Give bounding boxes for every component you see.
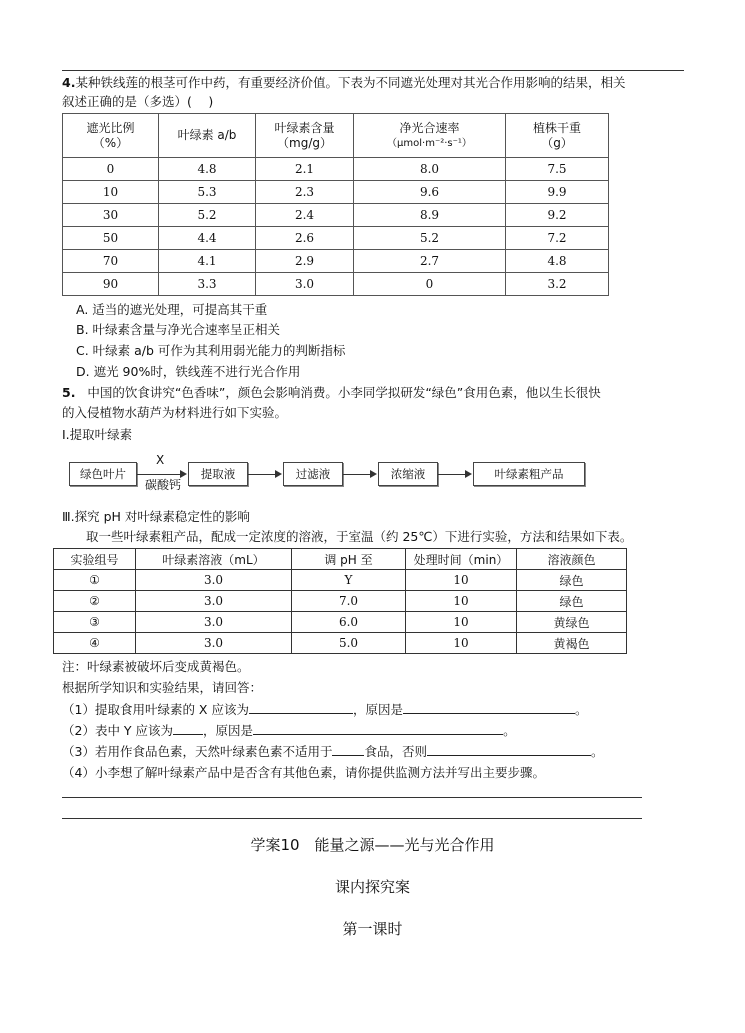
table-header-row [63,114,609,158]
blank-3b[interactable] [427,742,591,756]
flow-arrow [248,474,280,475]
answer-line[interactable] [62,818,642,819]
sub-question-2: （2）表中 Y 应该为 ，原因是 。 [62,723,516,738]
blank-3a[interactable] [332,742,364,756]
ph-table [53,548,627,654]
part-1-title: Ⅰ.提取叶绿素 [62,427,133,442]
question-5-stem-line2: 的入侵植物水葫芦为材料进行如下实验。 [62,405,288,420]
flow-step-concentrate: 浓缩液 [378,462,438,486]
option-c: C. 叶绿素 a/b 可作为其利用弱光能力的判断指标 [76,343,346,358]
note: 注：叶绿素被破坏后变成黄褐色。 [62,659,250,674]
header-cell: 遮光比例 （%） [63,114,159,158]
table-row: ② 3.0 7.0 10 绿色 [54,591,627,612]
table-row: ③ 3.0 6.0 10 黄绿色 [54,612,627,633]
flow-reagent-label: 碳酸钙 [145,478,182,492]
question-4-stem-line1: 4.某种铁线莲的根茎可作中药，有重要经济价值。下表为不同遮光处理对其光合作用影响的结果，相关 [62,75,626,90]
option-b: B. 叶绿素含量与净光合速率呈正相关 [76,322,281,337]
table-row: 10 5.3 2.3 9.6 9.9 [63,181,609,204]
flow-step-extract: 提取液 [188,462,248,486]
table-row: ④ 3.0 5.0 10 黄褐色 [54,633,627,654]
question-4-stem-line2: 叙述正确的是（多选）( ) [62,94,214,109]
option-d: D. 遮光 90%时，铁线莲不进行光合作用 [76,364,301,379]
extraction-flowchart [0,453,745,492]
table-row: 0 4.8 2.1 8.0 7.5 [63,158,609,181]
sub-question-4: （4）小李想了解叶绿素产品中是否含有其他色素，请你提供监测方法并写出主要步骤。 [62,765,545,780]
top-rule [62,70,684,71]
table-row: 70 4.1 2.9 2.7 4.8 [63,250,609,273]
table-row: ① 3.0 Y 10 绿色 [54,570,627,591]
flow-arrow [137,474,185,475]
blank-2a[interactable] [173,721,203,735]
blank-1a[interactable] [249,700,353,714]
header-cell: 叶绿素含量 （mg/g） [256,114,354,158]
question-4-number: 4. [62,75,76,90]
answer-line[interactable] [62,797,642,798]
part-3-title: Ⅲ.探究 pH 对叶绿素稳定性的影响 [62,509,250,524]
sub-question-3: （3）若用作食品色素，天然叶绿素色素不适用于 食品，否则 。 [62,744,604,759]
flow-step-filtrate: 过滤液 [283,462,343,486]
answer-prompt: 根据所学知识和实验结果，请回答： [62,680,263,695]
flow-arrow [343,474,375,475]
header-cell: 净光合速率 （μmol·m⁻²·s⁻¹） [354,114,506,158]
option-a: A. 适当的遮光处理，可提高其干重 [76,302,268,317]
table-row: 90 3.3 3.0 0 3.2 [63,273,609,296]
sub-question-1: （1）提取食用叶绿素的 X 应该为 ，原因是 。 [62,702,588,717]
table-row: 50 4.4 2.6 5.2 7.2 [63,227,609,250]
blank-2b[interactable] [253,721,503,735]
section-title: 学案10 能量之源——光与光合作用 [250,836,495,854]
table-row: 30 5.2 2.4 8.9 9.2 [63,204,609,227]
header-cell: 植株干重 （g） [506,114,609,158]
flow-step-crude-product: 叶绿素粗产品 [473,462,585,486]
question-5-number: 5. [62,385,76,400]
shading-table [62,113,609,296]
part-3-description: 取一些叶绿素粗产品，配成一定浓度的溶液，于室温（约 25℃）下进行实验，方法和结果如下表。 [86,529,633,544]
flow-x-label: X [156,453,165,467]
table-header-row: 实验组号 叶绿素溶液（mL） 调 pH 至 处理时间（min） 溶液颜色 [54,549,627,570]
flow-arrow [438,474,470,475]
question-5-stem-line1: 5. 中国的饮食讲究“色香味”，颜色会影响消费。小李同学拟研发“绿色”食用色素，他以生长很快 [62,385,601,400]
section-subtitle: 课内探究案 [334,878,410,896]
blank-1b[interactable] [403,700,575,714]
session-title: 第一课时 [342,920,403,938]
flow-step-green-leaves: 绿色叶片 [69,462,137,486]
header-cell: 叶绿素 a/b [159,114,256,158]
